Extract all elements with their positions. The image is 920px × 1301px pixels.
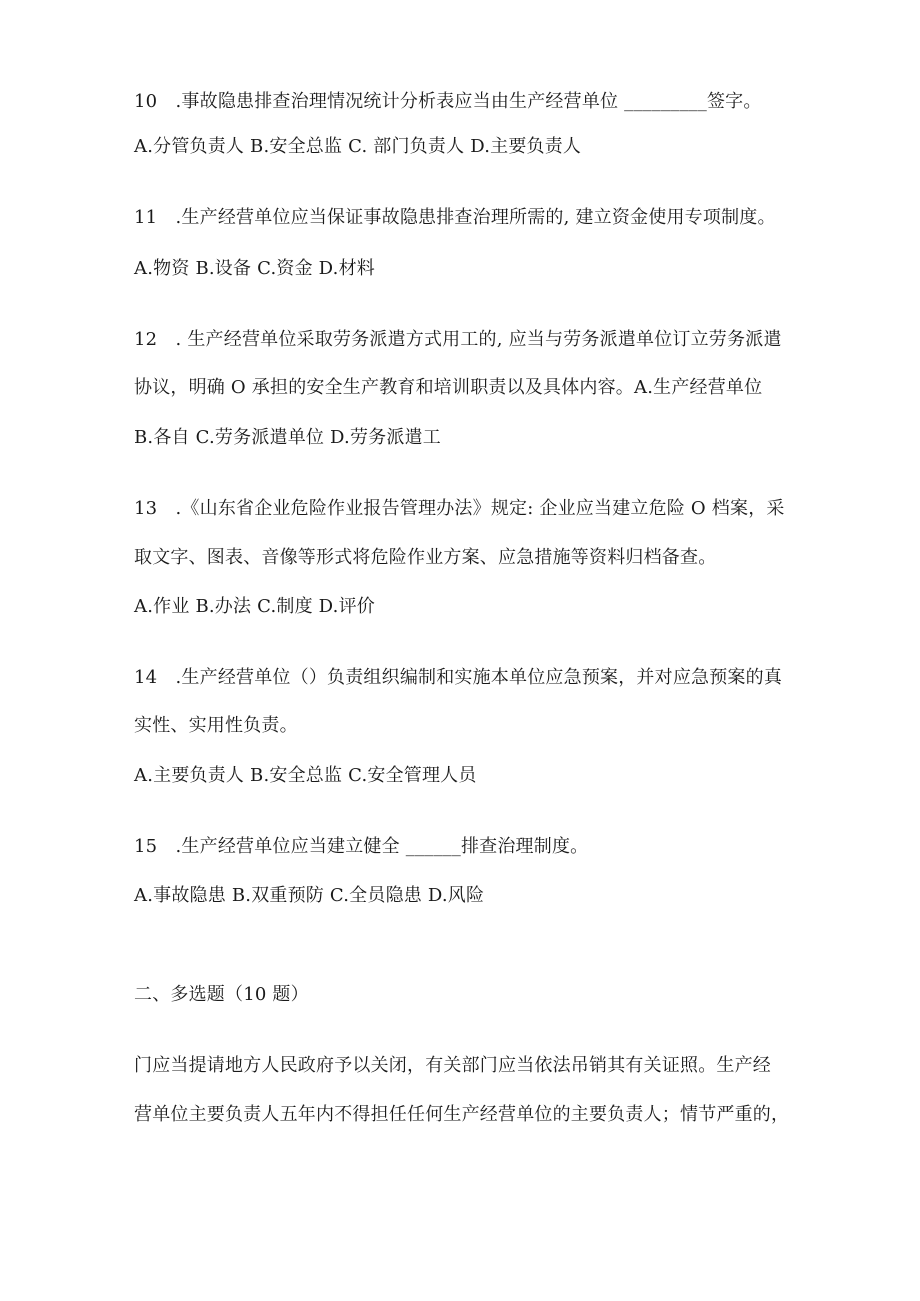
question-14-options: A.主要负责人 B.安全总监 C.安全管理人员 [134,765,477,786]
question-12-options: B.各自 C.劳务派遣单位 D.劳务派遣工 [134,427,441,448]
question-12-stem-line-2: 协议，明确 O 承担的安全生产教育和培训职责以及具体内容。A.生产经营单位 [134,377,763,398]
question-14-stem-line-2: 实性、实用性负责。 [134,715,298,736]
question-14-stem-line-1: 14 .生产经营单位（）负责组织编制和实施本单位应急预案，并对应急预案的真 [134,667,783,688]
question-13-stem-line-1: 13 .《山东省企业危险作业报告管理办法》规定: 企业应当建立危险 O 档案，采 [134,498,785,519]
question-13-stem-line-2: 取文字、图表、音像等形式将危险作业方案、应急措施等资料归档备查。 [134,547,717,568]
question-10-options: A.分管负责人 B.安全总监 C. 部门负责人 D.主要负责人 [134,136,582,157]
question-12-stem-line-1: 12 . 生产经营单位采取劳务派遣方式用工的, 应当与劳务派遣单位订立劳务派遣 [134,329,782,350]
question-15-options: A.事故隐患 B.双重预防 C.全员隐患 D.风险 [134,885,485,906]
question-11-options: A.物资 B.设备 C.资金 D.材料 [134,258,375,279]
question-11-stem: 11 .生产经营单位应当保证事故隐患排查治理所需的, 建立资金使用专项制度。 [134,207,776,228]
question-15-stem: 15 .生产经营单位应当建立健全 ______排查治理制度。 [134,836,589,857]
paragraph-line-2: 营单位主要负责人五年内不得担任任何生产经营单位的主要负责人；情节严重的， [134,1104,790,1125]
question-13-options: A.作业 B.办法 C.制度 D.评价 [134,596,375,617]
question-10-stem: 10 .事故隐患排查治理情况统计分析表应当由生产经营单位 _________签字。 [134,91,762,112]
paragraph-line-1: 门应当提请地方人民政府予以关闭，有关部门应当依法吊销其有关证照。生产经 [134,1055,771,1076]
section-heading: 二、多选题（10 题） [134,984,309,1005]
